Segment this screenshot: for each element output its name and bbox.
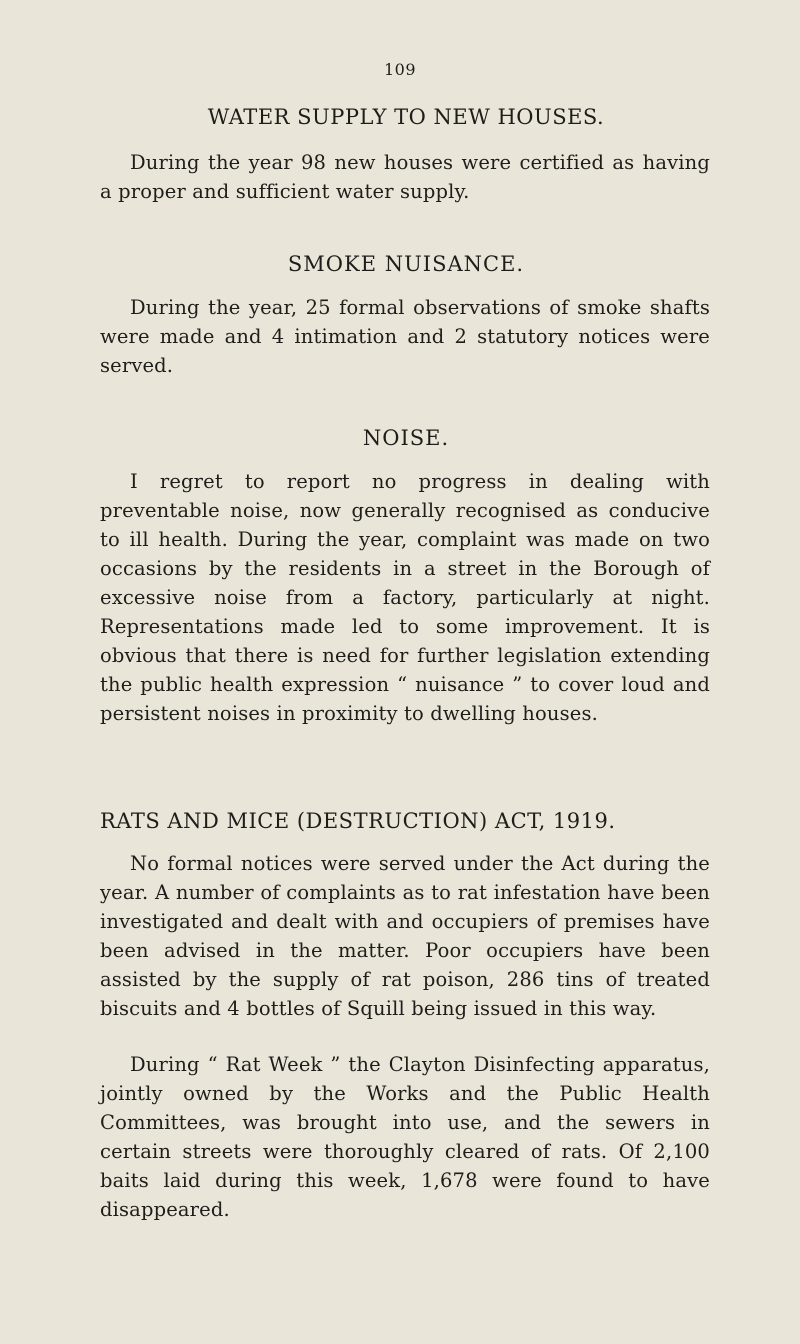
paragraph-noise: I regret to report no progress in dealing with preventable noise, now generally recognised as conducive to ill health. During the year, complaint was made on two occasions by the residents in a street in the Borough of excessive noise from a factory, particularly at night. Representations made led to some improvement. It is obvious that there is need for further legislation extending the public health expression “ nuisance ” to cover loud and persistent noises in proximity to dwelling houses.: [100, 470, 710, 725]
heading-rats-and-mice: RATS AND MICE (DESTRUCTION) ACT, 1919.: [100, 809, 616, 833]
paragraph-smoke-nuisance: During the year, 25 formal observations of smoke shafts were made and 4 intimation and 2 statutory notices were served.: [100, 296, 710, 377]
paragraph-rat-week: During “ Rat Week ” the Clayton Disinfecting apparatus, jointly owned by the Works and the Public Health Committees, was brought into use, and the sewers in certain streets were thoroughly cleared of rats. Of 2,100 baits laid during this week, 1,678 were found to have disappeared.: [100, 1053, 710, 1221]
heading-noise: NOISE.: [362, 426, 450, 450]
heading-smoke-nuisance: SMOKE NUISANCE.: [287, 252, 525, 276]
page-number: 109: [383, 60, 417, 79]
paragraph-water-supply: During the year 98 new houses were certified as having a proper and sufficient water supply.: [100, 151, 710, 203]
paragraph-rats-notices: No formal notices were served under the Act during the year. A number of complaints as to rat infestation have been investigated and dealt with and occupiers of premises have been advised in the matter. Poor occupiers have been assisted by the supply of rat poison, 286 tins of treated biscuits and 4 bottles of Squill being issued in this way.: [100, 852, 710, 1020]
heading-water-supply: WATER SUPPLY TO NEW HOUSES.: [207, 105, 605, 129]
